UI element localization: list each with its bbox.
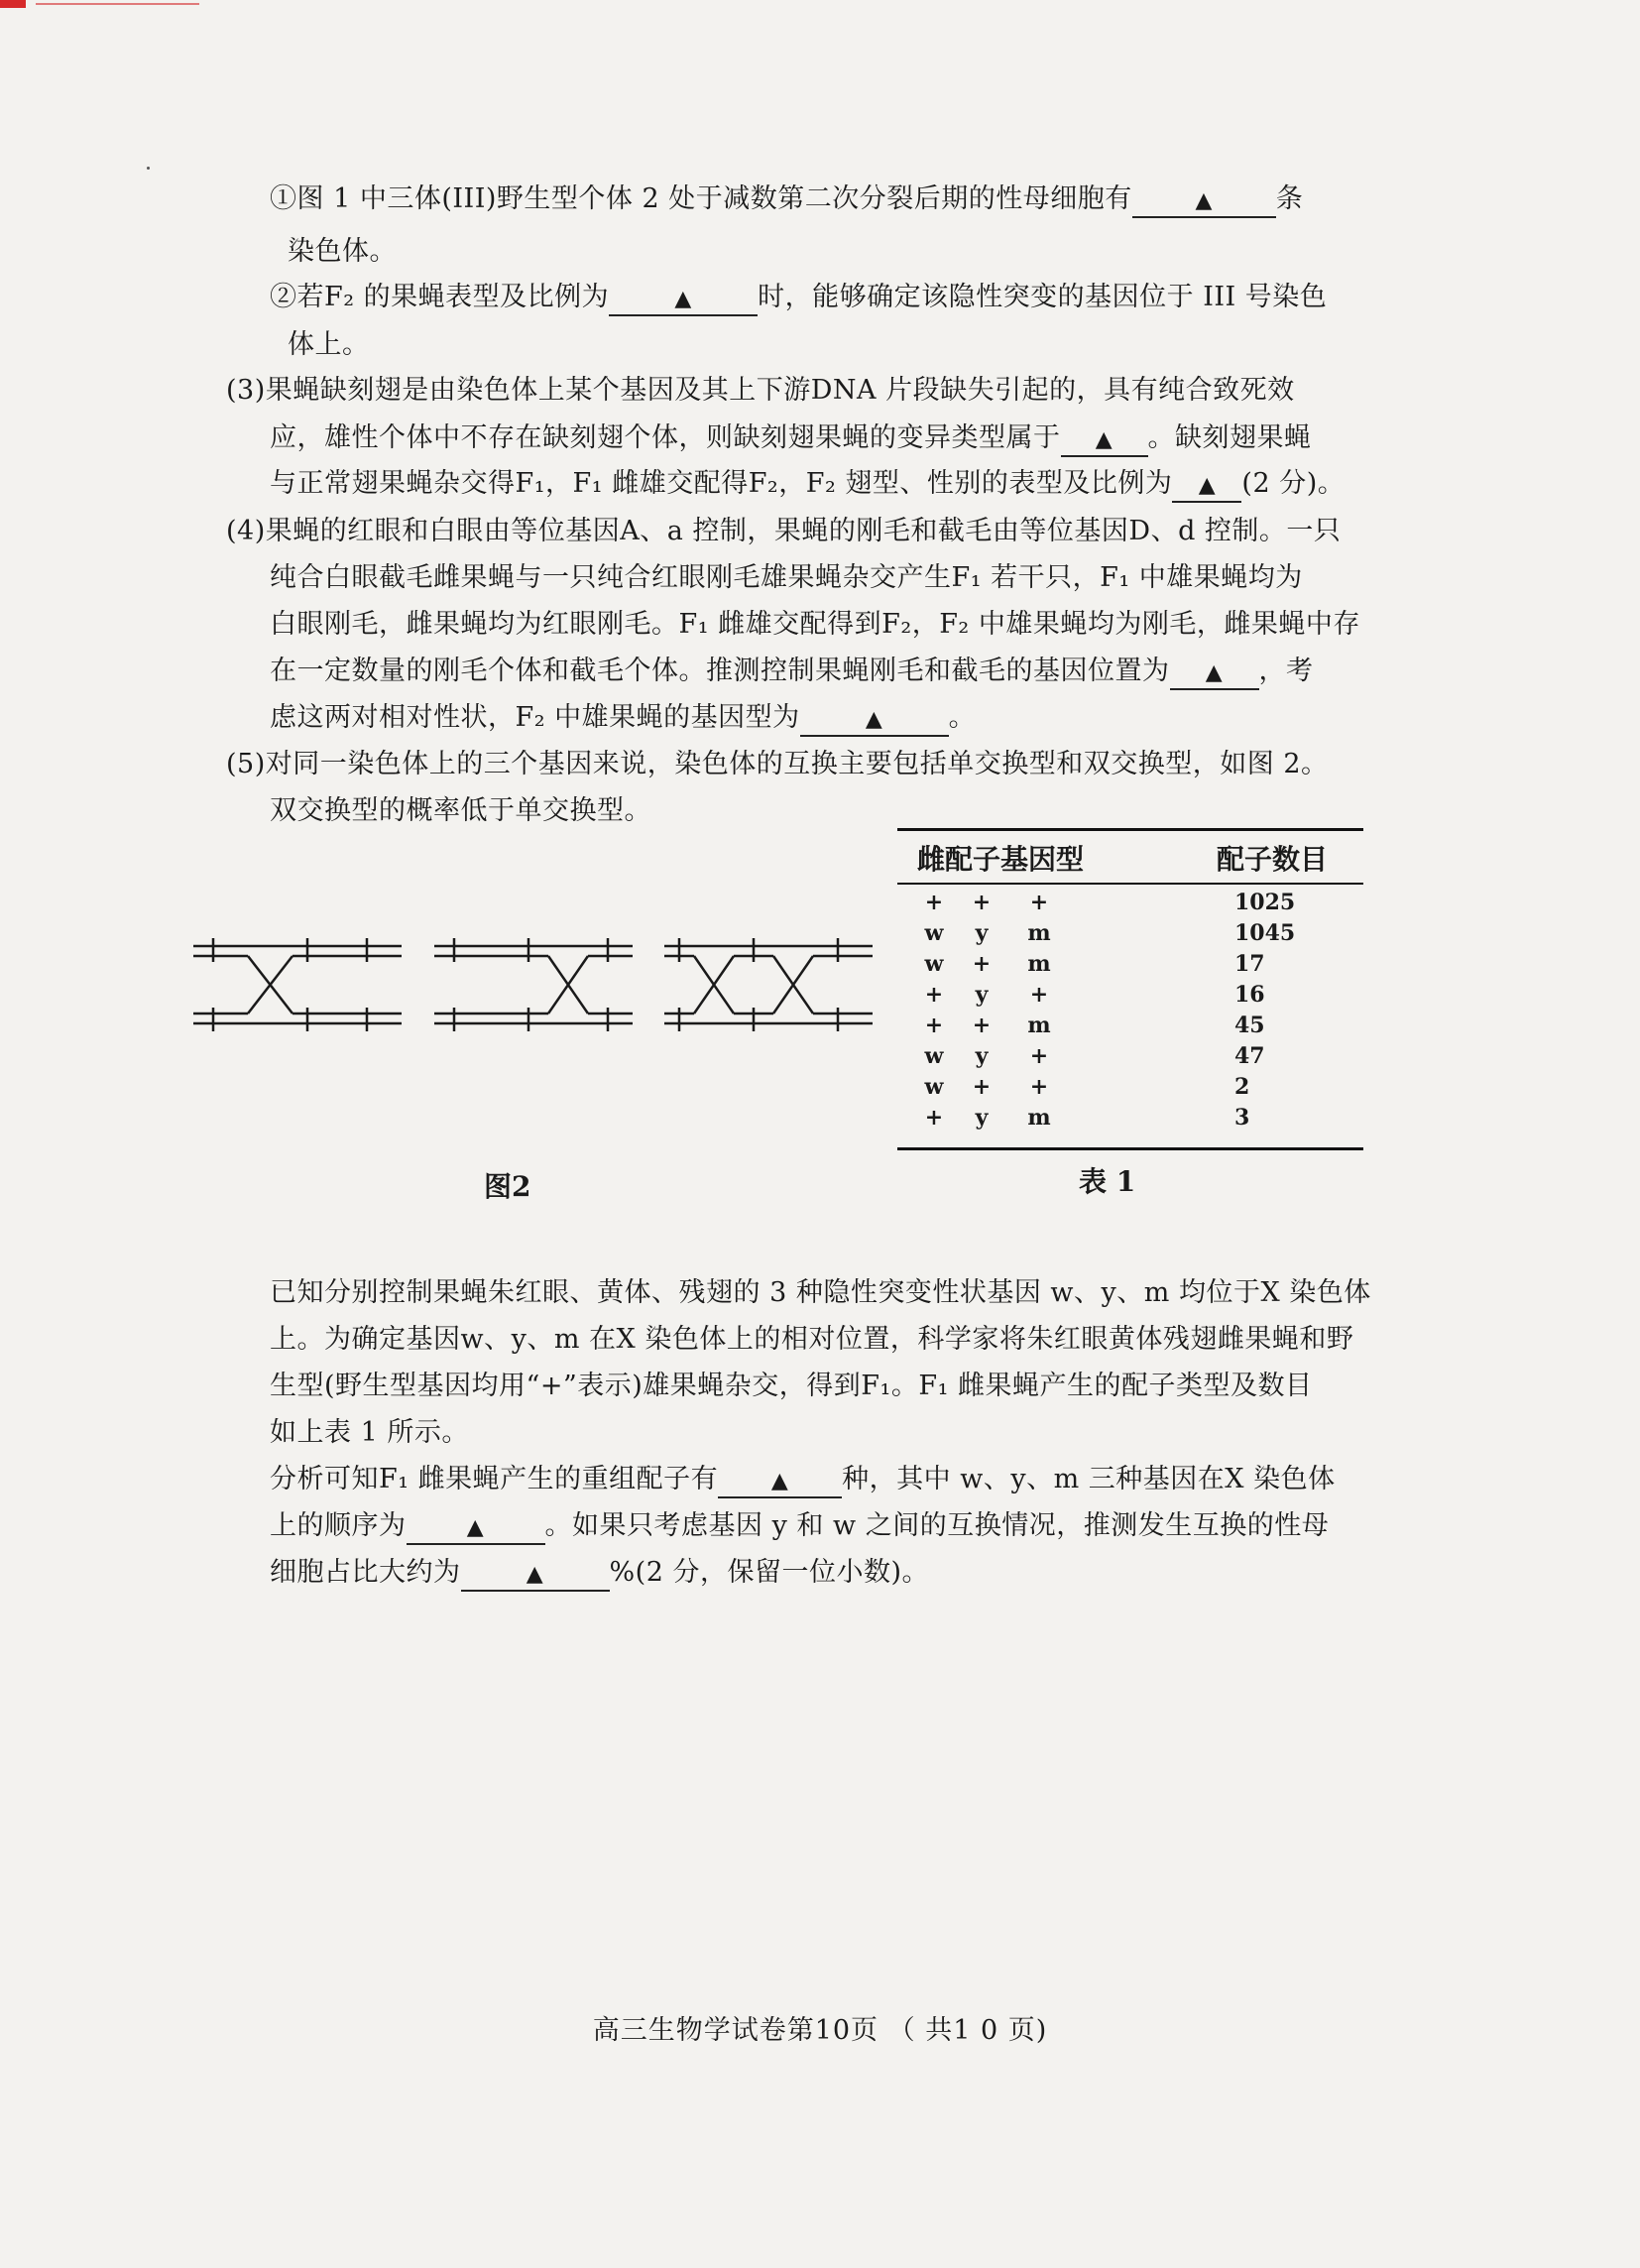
question-line: 应，雄性个体中不存在缺刻翅个体，则缺刻翅果蝇的变异类型属于 ▲ 。缺刻翅果蝇 (270, 420, 1312, 457)
analysis-line: 如上表 1 所示。 (270, 1417, 469, 1448)
table-rule (897, 828, 1363, 831)
question-line: 纯合白眼截毛雌果蝇与一只纯合红眼刚毛雄果蝇杂交产生F₁ 若干只，F₁ 中雄果蝇均为 (270, 562, 1303, 593)
question-line: 体上。 (288, 329, 370, 360)
answer-blank[interactable]: ▲ (1132, 184, 1276, 218)
table-row: + + + 1025 (924, 890, 1296, 915)
answer-blank[interactable]: ▲ (1061, 423, 1148, 457)
question-line: 虑这两对相对性状，F₂ 中雄果蝇的基因型为 ▲ 。 (270, 700, 976, 737)
table-row: w + m 17 (924, 951, 1265, 977)
table-row: w y m 1045 (924, 920, 1296, 946)
question-line: 染色体。 (288, 236, 397, 267)
double-crossover-icon (664, 938, 873, 1031)
scan-speck (147, 167, 150, 170)
analysis-line: 已知分别控制果蝇朱红眼、黄体、残翅的 3 种隐性突变性状基因 w、y、m 均位于X 染色体 (270, 1277, 1371, 1308)
header-logo (0, 0, 208, 8)
crossover-diagram (193, 932, 878, 1051)
figure-caption: 图2 (484, 1170, 531, 1203)
table-row: + y m 3 (924, 1105, 1250, 1131)
analysis-line: 细胞占比大约为 ▲ %(2 分，保留一位小数)。 (270, 1555, 929, 1592)
table-header-count: 配子数目 (1217, 843, 1329, 876)
analysis-line: 上。为确定基因w、y、m 在X 染色体上的相对位置，科学家将朱红眼黄体残翅雌果蝇和野 (270, 1324, 1354, 1355)
question-line: 白眼刚毛，雌果蝇均为红眼刚毛。F₁ 雌雄交配得到F₂，F₂ 中雄果蝇均为刚毛，雌果蝇中存 (270, 609, 1360, 640)
answer-blank[interactable]: ▲ (800, 703, 949, 737)
question-line: (3)果蝇缺刻翅是由染色体上某个基因及其上下游DNA 片段缺失引起的，具有纯合致死效 (226, 375, 1295, 406)
answer-blank[interactable]: ▲ (609, 283, 758, 316)
page-footer: 高三生物学试卷第10页 （ 共1 0 页) (592, 2015, 1048, 2046)
logo-mark-icon (0, 0, 26, 8)
answer-blank[interactable]: ▲ (718, 1465, 842, 1498)
table-row: + y + 16 (924, 982, 1265, 1008)
logo-text-watermark (36, 3, 199, 5)
question-line: ②若F₂ 的果蝇表型及比例为 ▲ 时，能够确定该隐性突变的基因位于 III 号染色 (270, 280, 1327, 316)
table-row: + + m 45 (924, 1013, 1265, 1038)
table-rule (897, 1147, 1363, 1150)
question-line: 双交换型的概率低于单交换型。 (270, 795, 651, 826)
answer-blank[interactable]: ▲ (461, 1558, 610, 1592)
table-rule (897, 883, 1363, 885)
table-caption: 表 1 (1079, 1165, 1136, 1198)
question-line: 在一定数量的刚毛个体和截毛个体。推测控制果蝇刚毛和截毛的基因位置为 ▲ ，考 (270, 654, 1314, 690)
analysis-line: 上的顺序为 ▲ 。如果只考虑基因 y 和 w 之间的互换情况，推测发生互换的性母 (270, 1508, 1329, 1545)
question-line: 与正常翅果蝇杂交得F₁，F₁ 雌雄交配得F₂，F₂ 翅型、性别的表型及比例为 ▲ (2 分)。 (270, 466, 1345, 503)
question-line: (5)对同一染色体上的三个基因来说，染色体的互换主要包括单交换型和双交换型，如图 2。 (226, 749, 1329, 779)
answer-blank[interactable]: ▲ (1172, 469, 1241, 503)
table-header-genotype: 雌配子基因型 (917, 843, 1085, 876)
single-crossover-left-icon (193, 938, 402, 1031)
question-line: (4)果蝇的红眼和白眼由等位基因A、a 控制，果蝇的刚毛和截毛由等位基因D、d 控制。一只 (226, 516, 1342, 546)
analysis-line: 分析可知F₁ 雌果蝇产生的重组配子有 ▲ 种，其中 w、y、m 三种基因在X 染色体 (270, 1462, 1336, 1498)
table-row: w + + 2 (924, 1074, 1250, 1100)
analysis-line: 生型(野生型基因均用“+”表示)雄果蝇杂交，得到F₁。F₁ 雌果蝇产生的配子类型及数目 (270, 1371, 1313, 1401)
table-row: w y + 47 (924, 1043, 1265, 1069)
question-line: ①图 1 中三体(III)野生型个体 2 处于减数第二次分裂后期的性母细胞有 ▲ 条 (270, 181, 1303, 218)
answer-blank[interactable]: ▲ (1170, 657, 1259, 690)
single-crossover-right-icon (434, 938, 633, 1031)
answer-blank[interactable]: ▲ (407, 1511, 545, 1545)
